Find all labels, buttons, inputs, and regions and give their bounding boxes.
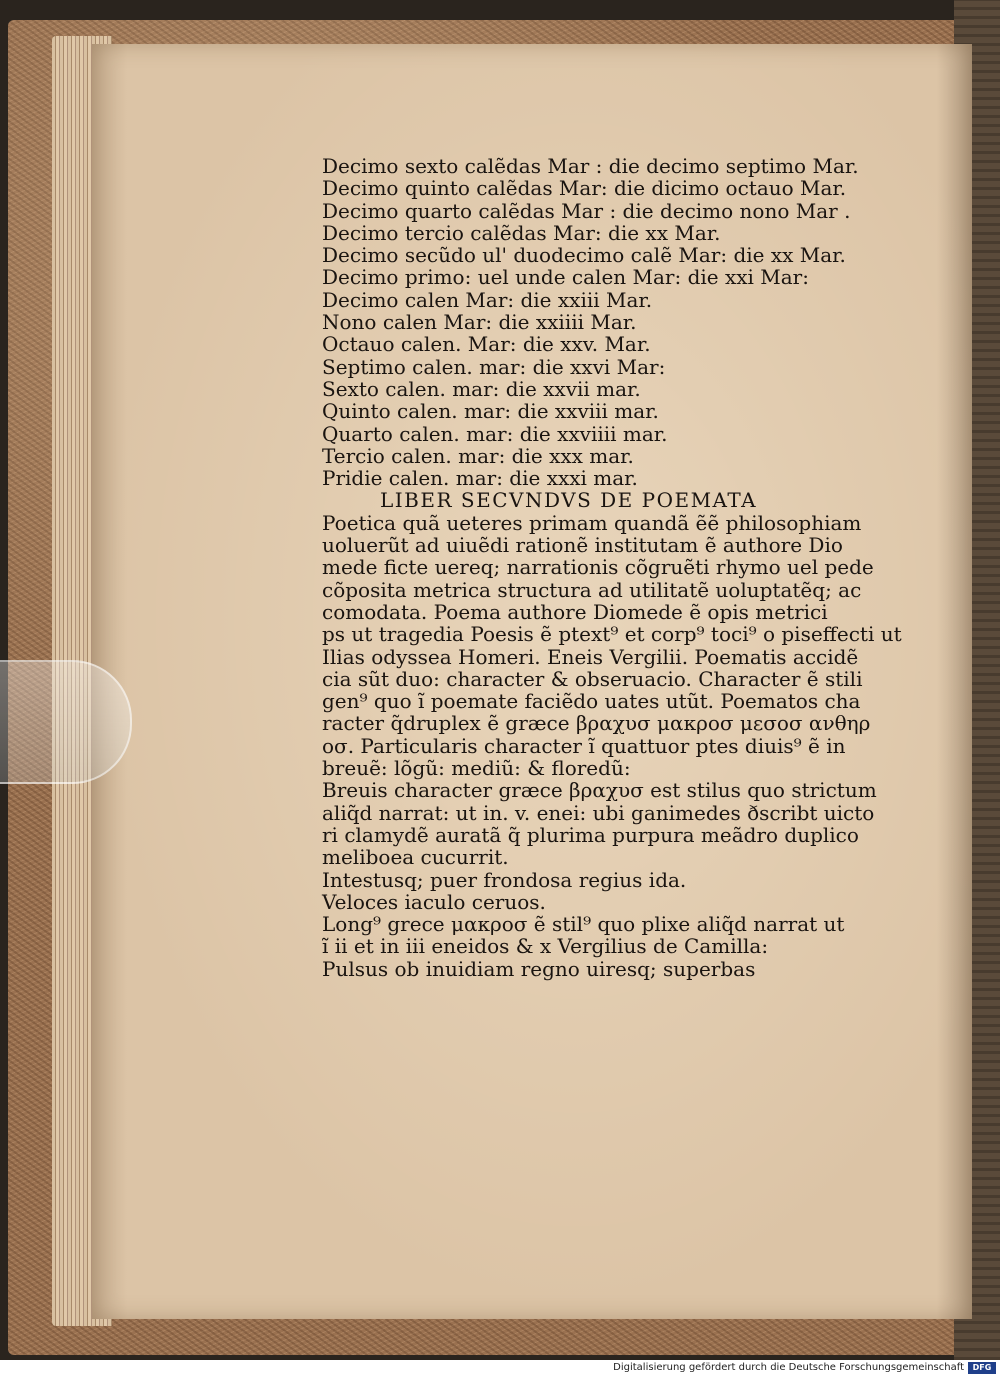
text-line: Decimo tercio calẽdas Mar: die xx Mar. <box>322 220 721 245</box>
footer-credit: Digitalisierung gefördert durch die Deutsche Forschungsgemeinschaft <box>613 1362 964 1373</box>
text-line: ps ut tragedia Poesis ẽ ptext⁹ et corp⁹ toci⁹ o piseffecti ut <box>322 622 902 647</box>
text-line: Poetica quã ueteres primam quandã ẽẽ philosophiam <box>322 510 862 535</box>
text-line: Septimo calen. mar: die xxvi Mar: <box>322 354 666 379</box>
text-line: Nono calen Mar: die xxiiii Mar. <box>322 310 637 335</box>
text-line: meliboea cucurrit. <box>322 845 509 870</box>
text-line: οσ. Particularis character ĩ quattuor ptes diuis⁹ ẽ in <box>322 733 846 758</box>
text-line: cia sũt duo: character & obseruacio. Character ẽ stili <box>322 666 863 691</box>
text-line: Octauo calen. Mar: die xxv. Mar. <box>322 332 651 357</box>
text-line: Decimo calen Mar: die xxiii Mar. <box>322 287 653 312</box>
text-line: Decimo quarto calẽdas Mar : die decimo nono Mar . <box>322 198 851 223</box>
page-text <box>322 155 902 980</box>
text-line: Decimo quinto calẽdas Mar: die dicimo octauo Mar. <box>322 176 847 201</box>
dfg-logo: DFG <box>968 1362 996 1374</box>
text-line: Ilias odyssea Homeri. Eneis Vergilii. Poematis accidẽ <box>322 644 859 669</box>
text-line: Intestusq; puer frondosa regius ida. <box>322 867 687 892</box>
text-line: Decimo primo: uel unde calen Mar: die xxi Mar: <box>322 265 809 290</box>
section-heading: LIBER SECVNDVS DE POEMATA <box>380 488 758 513</box>
text-line: Quinto calen. mar: die xxviii mar. <box>322 399 659 424</box>
text-line: Tercio calen. mar: die xxx mar. <box>322 443 634 468</box>
text-line: Breuis character græce βραχυσ est stilus quo strictum <box>322 778 877 803</box>
footer <box>0 1360 1000 1377</box>
text-line: Quarto calen. mar: die xxviiii mar. <box>322 421 668 446</box>
text-line: breuẽ: lõgũ: mediũ: & floredũ: <box>322 756 631 781</box>
text-line: Decimo secũdo ul' duodecimo calẽ Mar: die xx Mar. <box>322 243 846 268</box>
text-line: gen⁹ quo ĩ poemate faciẽdo uates utũt. Poematos cha <box>322 689 861 714</box>
text-line: uoluerũt ad uiuẽdi rationẽ institutam ẽ authore Dio <box>322 533 843 558</box>
text-line: Pulsus ob inuidiam regno uiresq; superbas <box>322 956 756 981</box>
text-line: Pridie calen. mar: die xxxi mar. <box>322 466 638 491</box>
text-line: racter q̃druplex ẽ græce βραχυσ μακροσ μεσοσ ανθηρ <box>322 711 871 736</box>
text-line: Decimo sexto calẽdas Mar : die decimo septimo Mar. <box>322 154 859 178</box>
text-line: comodata. Poema authore Diomede ẽ opis metrici <box>322 599 828 624</box>
text-line: ĩ ii et in iii eneidos & x Vergilius de Camilla: <box>322 934 769 959</box>
text-line: ri clamydẽ auratã q̃ plurima purpura meãdro duplico <box>322 822 859 847</box>
text-line: mede ficte uereq; narrationis cõgruẽti rhymo uel pede <box>322 555 874 580</box>
text-line: cõposita metrica structura ad utilitatẽ uoluptatẽq; ac <box>322 577 862 602</box>
page-clip <box>0 660 132 784</box>
text-line: Veloces iaculo ceruos. <box>322 889 546 914</box>
text-line: Sexto calen. mar: die xxvii mar. <box>322 376 641 401</box>
text-line: Long⁹ grece μακροσ ẽ stil⁹ quo plixe aliq̃d narrat ut <box>322 912 845 937</box>
text-line: aliq̃d narrat: ut in. v. enei: ubi ganimedes ðscribt uicto <box>322 800 875 825</box>
